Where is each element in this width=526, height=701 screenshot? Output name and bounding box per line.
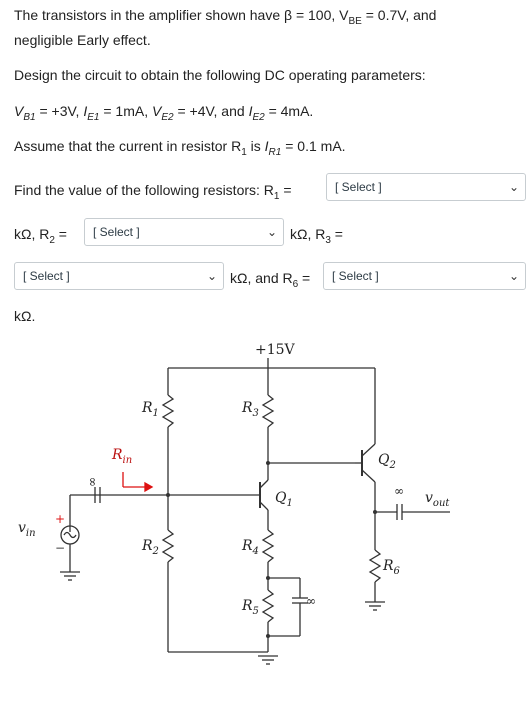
r5-resistor [263, 590, 273, 622]
chevron-down-icon: ⌄ [266, 225, 277, 239]
problem-line-3: Design the circuit to obtain the following DC operating parameters: [14, 67, 426, 83]
find-label: Find the value of the following resistors: $R_1$ = [14, 182, 292, 202]
vout-label: $v_{out}$ [425, 490, 450, 509]
r3-label: kΩ, $R_3$ = [290, 226, 343, 246]
r2-select[interactable]: [ Select ] ⌄ [84, 218, 284, 246]
r6-label: $R_6$ [383, 558, 400, 577]
chevron-down-icon: ⌄ [206, 269, 217, 283]
cap-out-infinity: ∞ [394, 484, 404, 498]
r2-label: $R_2$ [142, 538, 159, 557]
r3-label: $R_3$ [242, 400, 259, 419]
cap-bypass-infinity: ∞ [306, 594, 316, 608]
vin-label: $v_{in}$ [18, 520, 36, 539]
r6-resistor [370, 550, 380, 582]
chevron-down-icon: ⌄ [508, 180, 519, 194]
amplifier-circuit-diagram [0, 340, 516, 700]
params-line: $V_{B1} = +3V$, $I_{E1} = 1mA$, $V_{E2} = +4V$, and $I_{E2} = 4mA$. [14, 103, 314, 123]
r5-label: $R_5$ [242, 598, 259, 617]
kohm-final: kΩ. [14, 308, 36, 324]
r1-label: $R_1$ [142, 400, 159, 419]
q2-label: $Q_2$ [378, 452, 396, 471]
supply-label: +15V [255, 342, 295, 358]
problem-line-1: The transistors in the amplifier shown have β = 100, $V_{BE} = 0.7V$, and [14, 7, 437, 27]
r6-select[interactable]: [ Select ] ⌄ [323, 262, 526, 290]
minus-sign: − [55, 541, 66, 555]
problem-line-2: negligible Early effect. [14, 32, 151, 48]
r2-resistor [163, 530, 173, 562]
q1-label: $Q_1$ [275, 490, 293, 509]
cap-in-infinity: ∞ [85, 477, 99, 487]
r6-label: kΩ, and $R_6$ = [230, 270, 311, 290]
r3-select[interactable]: [ Select ] ⌄ [14, 262, 224, 290]
assume-line: Assume that the current in resistor $R_1$ is $I_{R1} = 0.1$ mA. [14, 138, 346, 158]
r2-label: kΩ, $R_2$ = [14, 226, 67, 246]
rin-label: $R_{in}$ [112, 447, 133, 466]
chevron-down-icon: ⌄ [508, 269, 519, 283]
r4-resistor [263, 530, 273, 562]
r3-resistor [263, 395, 273, 427]
r4-label: $R_4$ [242, 538, 259, 557]
plus-sign: + [55, 512, 66, 526]
r1-resistor [163, 395, 173, 427]
r1-select[interactable]: [ Select ] ⌄ [326, 173, 526, 201]
